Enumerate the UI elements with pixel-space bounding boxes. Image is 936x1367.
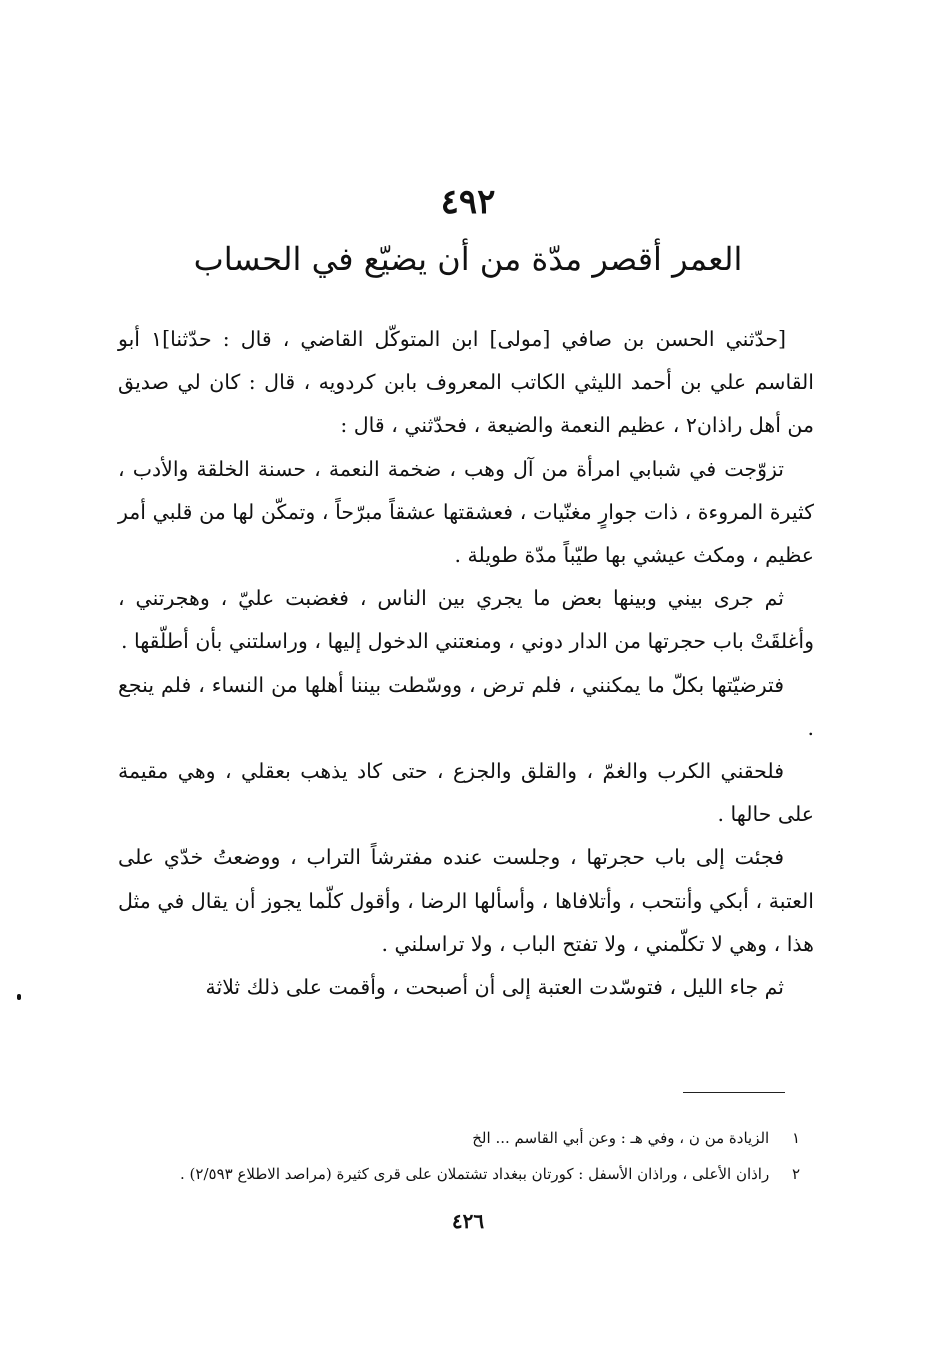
paragraph: فجئت إلى باب حجرتها ، وجلست عنده مفترشاً التراب ، ووضعتُ خدّي على العتبة ، أبكي وأنتحب ، وأتلافاها ، وأسألها الرضا ، وأقول كلّما يجوز أن يقال في مثل هذا ، وهي لا تكلّمني ، ولا تفتح الباب ، ولا تراسلني . [118, 845, 814, 956]
paragraph: [حدّثني الحسن بن صافي [مولى] ابن المتوكّل القاضي ، قال : حدّثنا]١ أبو القاسم علي بن أحمد الليثي الكاتب المعروف بابن كردويه ، قال : كان لي صديق من أهل راذان٢ ، عظيم النعمة والضيعة ، فحدّثني ، قال : [118, 327, 814, 438]
paragraph: تزوّجت في شبابي امرأة من آل وهب ، ضخمة النعمة ، حسنة الخلقة والأدب ، كثيرة المروءة ، ذات جوارٍ مغنّيات ، فعشقتها عشقاً مبرّحاً ، وتمكّن لها من قلبي أمر عظيم ، ومكث عيشي بها طيّباً مدّة طويلة . [118, 456, 814, 568]
page-number: ٤٢٦ [451, 1209, 485, 1233]
footnotes [118, 1120, 800, 1192]
section-number: ٤٩٢ [440, 182, 496, 222]
footnote-number: ١ [791, 1129, 800, 1147]
paragraph: ثم جرى بيني وبينها بعض ما يجري بين الناس ، فغضبت عليّ ، وهجرتني ، وأغلقَتْ باب حجرتها من الدار دوني ، ومنعتني الدخول إليها ، وراسلتني بأن أطلّقها . [118, 586, 814, 654]
footnote-item [118, 1156, 800, 1192]
footnote-text: الزيادة من ن ، وفي هـ : وعن أبي القاسم ... الخ [472, 1129, 770, 1147]
paragraph: فلحقني الكرب والغمّ ، والقلق والجزع ، حتى كاد يذهب بعقلي ، وهي مقيمة على حالها . [118, 759, 814, 827]
ink-speck [17, 994, 21, 1000]
footnote-item [118, 1120, 800, 1156]
footnote-text: راذان الأعلى ، وراذان الأسفل : كورتان ببغداد تشتملان على قرى كثيرة (مراصد الاطلاع ٢/٥٩٣) . [180, 1165, 770, 1183]
paragraph: فترضيّتها بكلّ ما يمكنني ، فلم ترض ، ووسّطت بيننا أهلها من النساء ، فلم ينجع . [118, 672, 814, 740]
section-title: العمر أقصر مدّة من أن يضيّع في الحساب [193, 240, 743, 278]
paragraph: ثم جاء الليل ، فتوسّدت العتبة إلى أن أصبحت ، وأقمت على ذلك ثلاثة [205, 975, 784, 1000]
body-text [118, 318, 814, 1009]
footnote-divider [683, 1092, 785, 1093]
footnote-number: ٢ [791, 1165, 800, 1183]
